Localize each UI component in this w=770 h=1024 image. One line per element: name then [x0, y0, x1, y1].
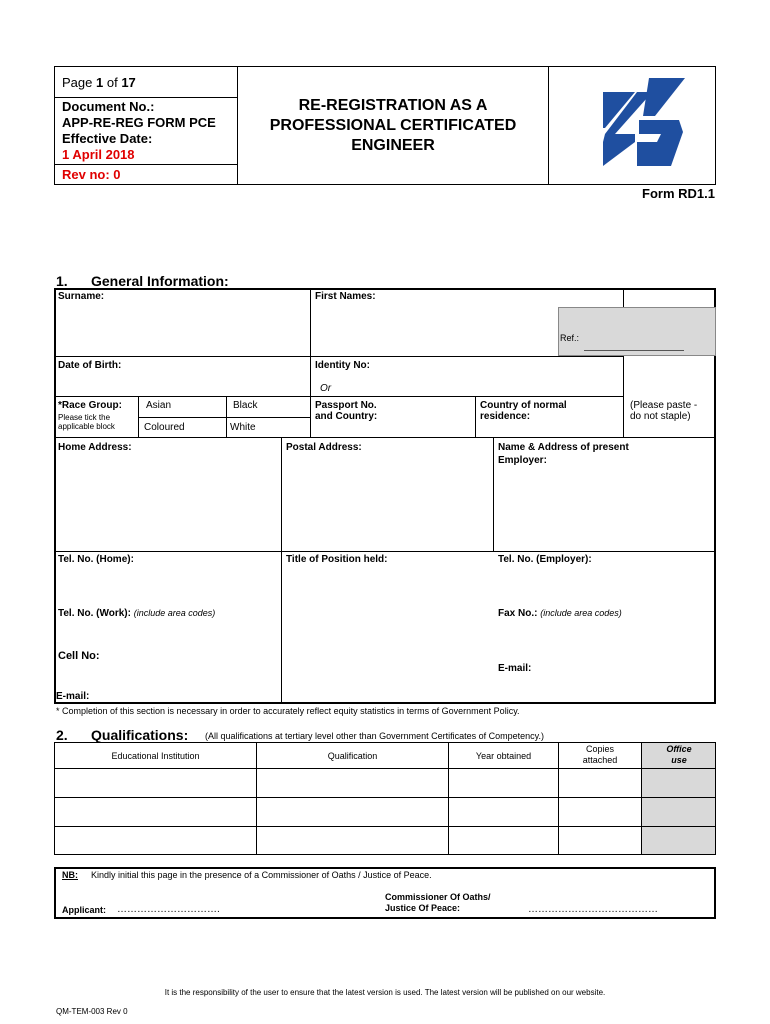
- ref-label: Ref.:: [560, 333, 580, 343]
- postal-address-label: Postal Address:: [286, 442, 362, 453]
- identity-no-field[interactable]: [385, 358, 621, 378]
- passport-label-2: and Country:: [315, 411, 378, 422]
- race-coloured[interactable]: Coloured: [144, 422, 185, 433]
- email-label: E-mail:: [56, 691, 90, 702]
- footer-disclaimer: It is the responsibility of the user to ensure that the latest version is used. The latest version will be published on our website.: [164, 988, 606, 997]
- identity-no-label: Identity No:: [315, 360, 370, 371]
- fax-row: Fax No.: (include area codes): [498, 608, 622, 619]
- tel-work-field[interactable]: [56, 622, 279, 648]
- cell-field[interactable]: [56, 664, 279, 688]
- form-number: Form RD1.1: [642, 186, 715, 201]
- footer-template-code: QM-TEM-003 Rev 0: [56, 1007, 128, 1016]
- col-copies: Copies attached: [582, 744, 618, 765]
- tel-home-label: Tel. No. (Home):: [58, 554, 134, 565]
- section1-number: 1.: [56, 273, 68, 289]
- first-names-label: First Names:: [315, 291, 376, 302]
- surname-label: Surname:: [58, 291, 105, 302]
- fax-field[interactable]: [495, 622, 714, 658]
- ref-box: [558, 307, 716, 356]
- col-office-use: Office use: [666, 744, 692, 765]
- nb-text: Kindly initial this page in the presence of a Commissioner of Oaths / Justice of Peace.: [91, 870, 432, 880]
- rev-no: Rev no: 0: [62, 167, 121, 182]
- col-year: Year obtained: [475, 751, 532, 761]
- race-hint-2: applicable block: [58, 422, 115, 431]
- section2-subtitle: (All qualifications at tertiary level other than Government Certificates of Competency.): [205, 731, 544, 741]
- dob-field[interactable]: [56, 372, 308, 394]
- title-position-label: Title of Position held:: [286, 554, 388, 565]
- race-black[interactable]: Black: [233, 400, 258, 411]
- country-label-2: residence:: [480, 411, 531, 422]
- country-label-1: Country of normal: [480, 400, 567, 411]
- commissioner-signature[interactable]: …………………………………: [528, 904, 658, 915]
- col-institution: Educational Institution: [111, 751, 200, 761]
- cell-label: Cell No:: [58, 650, 100, 662]
- home-address-field[interactable]: [56, 456, 279, 549]
- race-group-label: *Race Group:: [58, 400, 122, 411]
- effective-date-label: Effective Date:: [62, 131, 153, 146]
- commissioner-label-2: Justice Of Peace:: [385, 903, 461, 913]
- photo-area[interactable]: [625, 357, 714, 395]
- employer-label-1: Name & Address of present: [498, 442, 629, 453]
- section2-title: Qualifications:: [91, 727, 189, 743]
- effective-date-value: 1 April 2018: [62, 147, 135, 162]
- ecsa-logo: [575, 76, 693, 174]
- email-employer-field[interactable]: [495, 676, 714, 700]
- surname-field[interactable]: [56, 305, 308, 354]
- applicant-signature[interactable]: ………………………….: [117, 904, 220, 915]
- or-label: Or: [320, 383, 332, 394]
- passport-label-1: Passport No.: [315, 400, 377, 411]
- postal-address-field[interactable]: [283, 456, 491, 549]
- tel-home-field[interactable]: [56, 568, 279, 604]
- passport-field[interactable]: [385, 398, 473, 435]
- section1-title: General Information:: [91, 273, 229, 289]
- photo-note-2: do not staple): [630, 411, 691, 422]
- title-position-field[interactable]: [283, 568, 491, 698]
- section2-number: 2.: [56, 727, 68, 743]
- tel-employer-label: Tel. No. (Employer):: [498, 554, 592, 565]
- doc-no-label: Document No.:: [62, 99, 155, 114]
- qual-row-2[interactable]: [55, 798, 640, 825]
- employer-field[interactable]: [495, 470, 714, 549]
- dob-label: Date of Birth:: [58, 360, 122, 371]
- race-white[interactable]: White: [230, 422, 256, 433]
- employer-label-2: Employer:: [498, 455, 547, 466]
- email-employer-label: E-mail:: [498, 663, 532, 674]
- commissioner-label-1: Commissioner Of Oaths/: [385, 892, 491, 902]
- qual-row-1[interactable]: [55, 769, 640, 796]
- qual-row-3[interactable]: [55, 827, 640, 854]
- email-field[interactable]: [92, 689, 280, 703]
- col-qualification: Qualification: [327, 751, 378, 761]
- page-indicator: Page 1 of 17: [62, 75, 136, 90]
- first-names-field[interactable]: [312, 305, 556, 354]
- tel-work-row: Tel. No. (Work): (include area codes): [58, 608, 216, 619]
- race-asian[interactable]: Asian: [146, 400, 172, 411]
- applicant-label: Applicant:: [62, 905, 106, 915]
- nb-label: NB:: [62, 870, 78, 880]
- home-address-label: Home Address:: [58, 442, 132, 453]
- photo-note-1: (Please paste -: [630, 400, 698, 411]
- equity-footnote: * Completion of this section is necessary in order to accurately reflect equity statistics in terms of Government Policy.: [56, 706, 520, 716]
- doc-no-value: APP-RE-REG FORM PCE: [62, 115, 216, 130]
- form-title: RE-REGISTRATION AS A PROFESSIONAL CERTIFICATED ENGINEER: [269, 97, 517, 154]
- tel-employer-field[interactable]: [495, 568, 714, 604]
- race-hint-1: Please tick the: [58, 413, 111, 422]
